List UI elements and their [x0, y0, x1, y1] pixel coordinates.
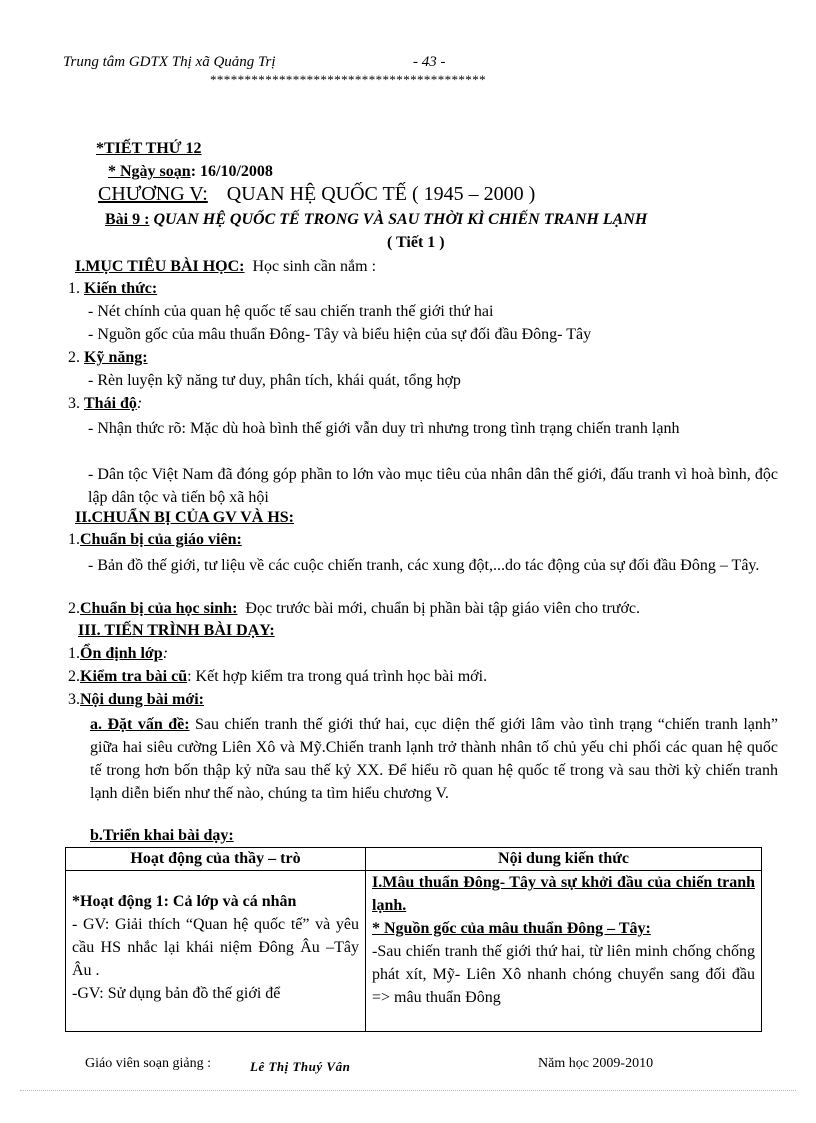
prep-date-value: : 16/10/2008	[190, 163, 273, 180]
attitude-item-2: - Dân tộc Việt Nam đã đóng góp phần to lớn vào mục tiêu của nhân dân thế giới, đấu tranh vì hoà bình, độc lập dân tộc và tiến bộ xã hội	[88, 466, 778, 506]
objectives-title: I.MỤC TIÊU BÀI HỌC:	[75, 258, 245, 275]
problem-statement-text: Sau chiến tranh thế giới thứ hai, cục diện thế giới lâm vào tình trạng “chiến tranh lạnh” giữa hai siêu cường Liên Xô và Mỹ.Chiến tranh lạnh trở thành nhân tố chủ yếu chi phối các quan hệ quốc tế trong hơn bốn thập kỷ nữa sau thế kỷ XX. Để hiểu rõ quan hệ quốc tế trong và sau thời kỳ chiến tranh lạnh diễn biến như thế nào, chúng ta tìm hiểu chương V.	[90, 716, 779, 802]
knowledge-heading	[68, 280, 157, 298]
old-lesson-check-label: Kiểm tra bài cũ	[80, 668, 188, 685]
activity-1-title: *Hoạt động 1: Cả lớp và cá nhân	[72, 893, 297, 910]
content-subsection-title: * Nguồn gốc của mâu thuẩn Đông – Tây:	[372, 920, 651, 937]
attitude-label: Thái độ	[84, 395, 137, 412]
lesson-number: Bài 9 :	[105, 211, 150, 228]
table-cell-content	[366, 871, 762, 1032]
problem-statement-label: a. Đặt vấn đề:	[90, 716, 190, 733]
skills-item-1: - Rèn luyện kỹ năng tư duy, phân tích, khái quát, tổng hợp	[88, 372, 461, 389]
attitude-number: 3.	[68, 395, 80, 412]
lesson-period: *TIẾT THỨ 12	[96, 140, 202, 157]
new-lesson-number: 3.	[68, 691, 80, 708]
class-stabilize-heading	[68, 645, 168, 663]
objectives-heading	[75, 258, 376, 276]
content-cell-content	[372, 871, 755, 1031]
lesson-name: QUAN HỆ QUỐC TẾ TRONG VÀ SAU THỜI KÌ CHIẾN TRANH LẠNH	[153, 211, 648, 228]
teacher-prep-label: Chuẩn bị của giáo viên:	[80, 531, 242, 548]
activities-cell-content	[72, 871, 359, 1031]
activity-table	[65, 847, 762, 1032]
old-lesson-check-line	[68, 668, 487, 686]
student-prep-text: Đọc trước bài mới, chuẩn bị phần bài tập giáo viên cho trước.	[245, 600, 640, 617]
knowledge-label: Kiến thức:	[84, 280, 158, 297]
footer-dotted-divider	[20, 1090, 796, 1091]
chapter-title: QUAN HỆ QUỐC TẾ ( 1945 – 2000 )	[226, 183, 536, 205]
student-prep-label: Chuẩn bị của học sinh:	[80, 600, 238, 617]
table-cell-activities	[66, 871, 366, 1032]
teacher-prep-heading	[68, 531, 242, 549]
chapter-heading	[98, 183, 535, 206]
new-lesson-heading	[68, 691, 204, 709]
table-header-row	[66, 848, 762, 871]
teacher-prep-text: - Bản đồ thế giới, tư liệu về các cuộc chiến tranh, các xung đột,...do tác động của sự đối đầu Đông – Tây.	[88, 557, 760, 574]
content-text: -Sau chiến tranh thế giới thứ hai, từ liên minh chống chống phát xít, Mỹ- Liên Xô nhanh chóng chuyển sang đối đầu => mâu thuẩn Đông	[372, 943, 755, 1006]
student-prep-number: 2.	[68, 600, 80, 617]
class-stabilize-label: Ổn định lớp	[80, 645, 163, 662]
attitude-heading	[68, 395, 142, 413]
class-stabilize-colon: :	[162, 645, 169, 662]
table-header-activities: Hoạt động của thầy – trò	[66, 848, 366, 871]
student-prep-line	[68, 600, 640, 618]
knowledge-item-2: - Nguồn gốc của mâu thuẩn Đông- Tây và biểu hiện của sự đối đầu Đông- Tây	[88, 326, 592, 343]
lesson-deployment-heading: b.Triển khai bài dạy:	[90, 827, 234, 844]
lesson-title	[105, 211, 647, 229]
activity-1-text-1: - GV: Giải thích “Quan hệ quốc tế” và yêu cầu HS nhắc lại khái niệm Đông Âu –Tây Âu .	[72, 916, 359, 979]
header-center-name: Trung tâm GDTX Thị xã Quảng Trị	[63, 54, 276, 70]
prep-date-label: * Ngày soạn	[108, 163, 191, 180]
table-row	[66, 871, 762, 1032]
table-header-content: Nội dung kiến thức	[366, 848, 762, 871]
attitude-item-1: - Nhận thức rõ: Mặc dù hoà bình thế giới vẫn duy trì nhưng trong tình trạng chiến tranh lạnh	[88, 420, 680, 437]
problem-statement	[90, 713, 778, 805]
knowledge-item-1: - Nét chính của quan hệ quốc tế sau chiến tranh thế giới thứ hai	[88, 303, 494, 320]
old-lesson-check-text: : Kết hợp kiểm tra trong quá trình học bài mới.	[187, 668, 488, 685]
teacher-prep-number: 1.	[68, 531, 80, 548]
header-star-divider: ****************************************	[210, 72, 486, 87]
content-section-title: I.Mâu thuẩn Đông- Tây và sự khởi đầu của chiến tranh lạnh.	[372, 874, 755, 914]
knowledge-number: 1.	[68, 280, 80, 297]
new-lesson-label: Nội dung bài mới:	[80, 691, 204, 708]
chapter-label: CHƯƠNG V:	[98, 183, 208, 205]
prep-date	[108, 163, 273, 181]
objectives-intro: Học sinh cần nắm :	[252, 258, 377, 275]
class-stabilize-number: 1.	[68, 645, 80, 662]
old-lesson-check-number: 2.	[68, 668, 80, 685]
skills-heading	[68, 349, 148, 367]
footer-school-year: Năm học 2009-2010	[538, 1056, 654, 1071]
skills-label: Kỹ năng:	[84, 349, 148, 366]
lesson-sub-period: ( Tiết 1 )	[387, 234, 445, 251]
footer-teacher-signature: Lê Thị Thuý Vân	[250, 1059, 351, 1074]
footer-teacher-label: Giáo viên soạn giảng :	[85, 1056, 211, 1071]
attitude-colon: :	[136, 395, 143, 412]
procedure-heading: III. TIẾN TRÌNH BÀI DẠY:	[78, 622, 275, 639]
preparation-heading: II.CHUẨN BỊ CỦA GV VÀ HS:	[75, 509, 294, 526]
page-number: - 43 -	[413, 54, 446, 70]
activity-1-text-2: -GV: Sử dụng bản đồ thế giới để	[72, 985, 281, 1002]
skills-number: 2.	[68, 349, 80, 366]
